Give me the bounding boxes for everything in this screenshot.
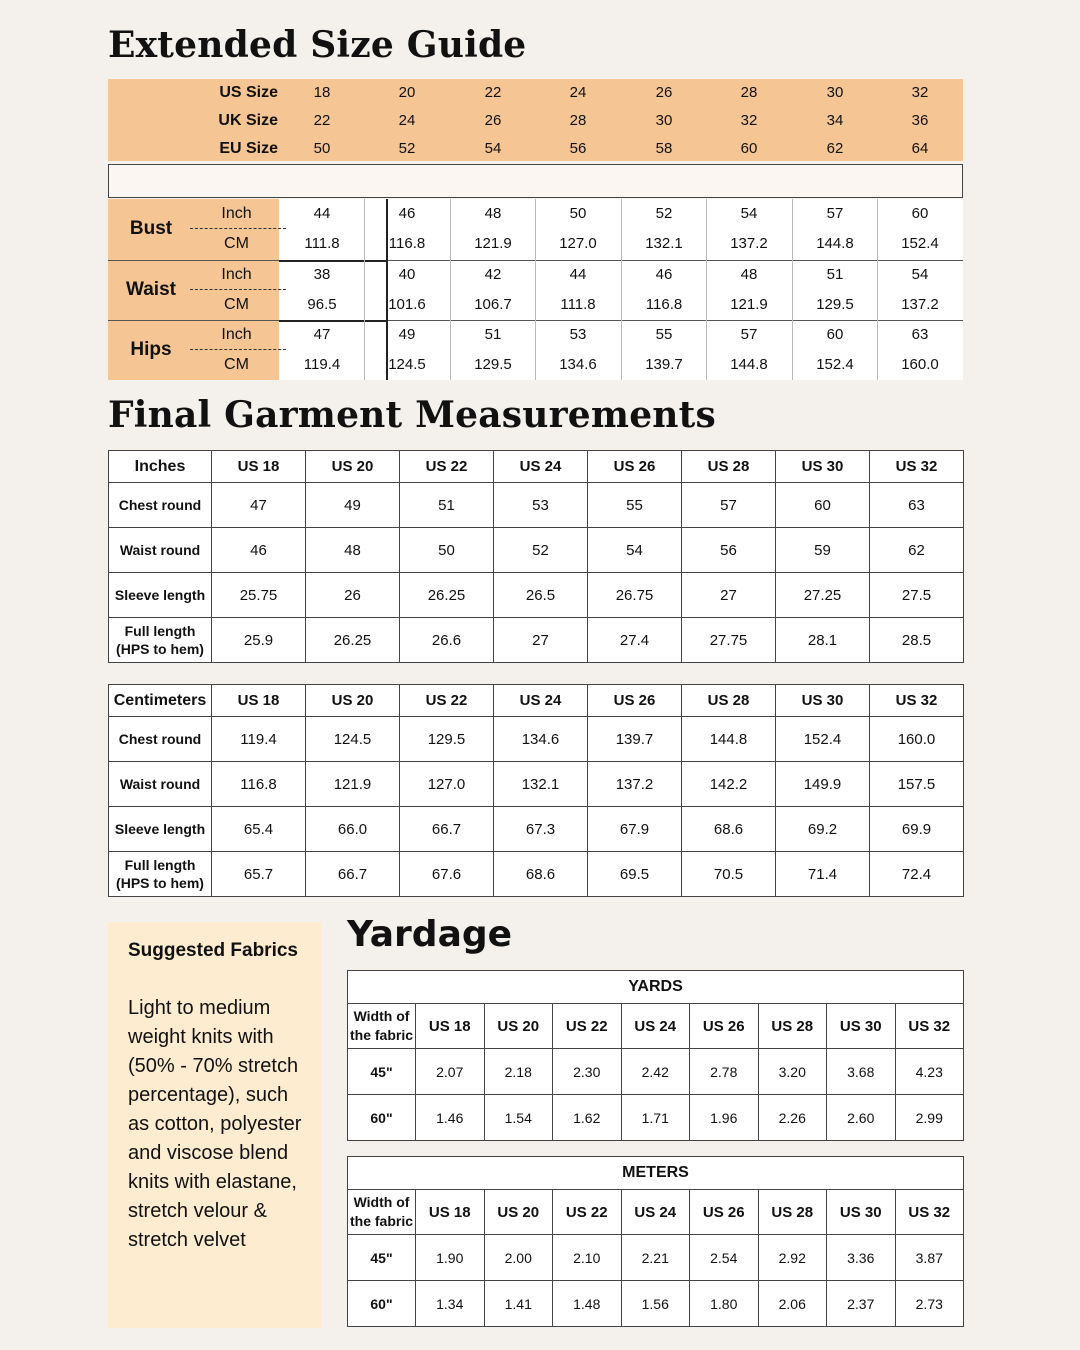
measurement-value: 72.4 [870, 852, 964, 897]
measurement-value: 25.75 [212, 573, 306, 618]
size-column-header: US 30 [827, 1190, 896, 1235]
final-measurements-inches-table [108, 450, 964, 663]
column-divider [877, 199, 878, 380]
size-column-header: US 22 [400, 451, 494, 483]
table-corner-label: Inches [109, 451, 212, 483]
cm-value: 137.2 [901, 295, 939, 313]
measurement-value: 63 [870, 483, 964, 528]
size-row [108, 107, 963, 135]
measurement-value: 71.4 [776, 852, 870, 897]
measurement-value: 121.9 [306, 762, 400, 807]
size-column-header: US 24 [494, 451, 588, 483]
measurement-value: 137.2 [588, 762, 682, 807]
column-divider [621, 199, 622, 380]
size-column-header: US 24 [621, 1004, 690, 1049]
cm-value: 137.2 [730, 235, 768, 252]
measurement-value: 67.3 [494, 807, 588, 852]
yardage-value: 2.60 [827, 1095, 896, 1141]
size-value: 26 [484, 112, 502, 129]
measurement-row-label [109, 762, 212, 807]
measurement-value: 28.1 [776, 618, 870, 663]
cm-value: 134.6 [559, 356, 597, 373]
measurement-value: 124.5 [306, 717, 400, 762]
unit-label-cm: CM [224, 356, 249, 373]
fabric-width-label: Width of [353, 1008, 410, 1024]
size-column-header: US 28 [758, 1004, 827, 1049]
size-value: 34 [826, 112, 844, 129]
inch-value: 53 [569, 326, 587, 343]
row-label-text: Sleeve length [114, 821, 206, 837]
yardage-meters-table [347, 1156, 964, 1327]
measurement-value: 27 [682, 573, 776, 618]
inch-value: 54 [911, 265, 929, 283]
measurement-value: 69.2 [776, 807, 870, 852]
yardage-value: 1.71 [621, 1095, 690, 1141]
measurement-value: 26.5 [494, 573, 588, 618]
yardage-value: 1.56 [621, 1281, 690, 1327]
size-value: 62 [826, 140, 844, 157]
yardage-value: 2.06 [758, 1281, 827, 1327]
unit-divider [190, 349, 286, 350]
measurement-value: 27 [494, 618, 588, 663]
measurement-value: 65.7 [212, 852, 306, 897]
cm-value: 121.9 [474, 235, 512, 252]
inch-value: 57 [826, 205, 844, 222]
measurement-value: 68.6 [494, 852, 588, 897]
row-label-subtext: (HPS to hem) [116, 875, 204, 891]
yardage-value: 3.36 [827, 1235, 896, 1281]
measurement-value: 50 [400, 528, 494, 573]
size-value: 36 [911, 112, 929, 129]
measurement-value: 57 [682, 483, 776, 528]
unit-divider [190, 289, 286, 290]
size-column-header: US 28 [682, 685, 776, 717]
unit-label-inch: Inch [221, 205, 252, 222]
row-divider [279, 320, 387, 322]
size-row [108, 135, 963, 163]
yardage-value: 3.68 [827, 1049, 896, 1095]
size-value: 58 [655, 140, 673, 157]
measurement-value: 66.0 [306, 807, 400, 852]
yardage-value: 2.30 [553, 1049, 622, 1095]
measurement-row-label [109, 717, 212, 762]
measurement-value: 26.25 [400, 573, 494, 618]
measurement-value: 157.5 [870, 762, 964, 807]
yardage-unit-header: METERS [348, 1157, 964, 1190]
measurement-name: Waist [126, 278, 176, 300]
inch-value: 57 [740, 326, 758, 343]
measurement-value: 28.5 [870, 618, 964, 663]
final-measurements-cm-table [108, 684, 964, 897]
measurement-value: 48 [306, 528, 400, 573]
size-column-header: US 18 [416, 1004, 485, 1049]
yardage-value: 3.20 [758, 1049, 827, 1095]
inch-value: 51 [826, 265, 844, 283]
size-column-header: US 32 [895, 1004, 964, 1049]
size-value: 18 [313, 84, 331, 101]
size-column-header: US 32 [870, 451, 964, 483]
fabric-width-value: 60" [348, 1281, 416, 1327]
cm-value: 106.7 [474, 295, 512, 313]
size-column-header: US 20 [484, 1190, 553, 1235]
inch-value: 44 [569, 265, 587, 283]
size-system-label: UK Size [218, 112, 278, 129]
column-divider [450, 199, 451, 380]
size-value: 64 [911, 140, 929, 157]
measurement-value: 119.4 [212, 717, 306, 762]
measurement-name: Bust [129, 218, 173, 239]
yardage-value: 2.78 [690, 1049, 759, 1095]
size-column-header: US 24 [494, 685, 588, 717]
yardage-value: 1.41 [484, 1281, 553, 1327]
fabric-width-value: 45" [348, 1049, 416, 1095]
inch-value: 47 [313, 326, 331, 343]
final-garment-title: Final Garment Measurements [108, 394, 716, 436]
cm-value: 96.5 [307, 295, 337, 313]
inch-value: 49 [398, 326, 416, 343]
inch-value: 40 [398, 265, 416, 283]
measurement-value: 66.7 [400, 807, 494, 852]
inch-value: 52 [655, 205, 673, 222]
measurement-name: Hips [130, 339, 172, 360]
size-value: 30 [826, 84, 844, 101]
yardage-value: 2.92 [758, 1235, 827, 1281]
size-value: 32 [911, 84, 929, 101]
measurement-value: 25.9 [212, 618, 306, 663]
yardage-value: 2.26 [758, 1095, 827, 1141]
cm-value: 121.9 [730, 295, 768, 313]
yardage-unit-header: YARDS [348, 971, 964, 1004]
size-column-header: US 32 [870, 685, 964, 717]
size-column-header: US 28 [682, 451, 776, 483]
cm-value: 152.4 [816, 356, 854, 373]
measurement-row-label [109, 807, 212, 852]
cm-value: 127.0 [559, 235, 597, 252]
yardage-value: 1.34 [416, 1281, 485, 1327]
measurement-value: 152.4 [776, 717, 870, 762]
suggested-fabrics-text: Light to medium weight knits with (50% - 70% stretch percentage), such as cotton, polyester and viscose blend knits with elastane, stretch velour & stretch velvet [128, 997, 302, 1251]
cm-value: 144.8 [816, 235, 854, 252]
inch-value: 55 [655, 326, 673, 343]
cm-value: 116.8 [645, 295, 683, 313]
measurement-value: 53 [494, 483, 588, 528]
size-guide-title: Extended Size Guide [108, 24, 527, 66]
measurement-value: 60 [776, 483, 870, 528]
inch-value: 42 [484, 265, 502, 283]
measurement-value: 55 [588, 483, 682, 528]
size-column-header: US 20 [306, 451, 400, 483]
measurement-value: 144.8 [682, 717, 776, 762]
inch-value: 54 [740, 205, 758, 222]
size-column-header: US 26 [588, 685, 682, 717]
yardage-value: 1.62 [553, 1095, 622, 1141]
measurement-value: 66.7 [306, 852, 400, 897]
yardage-value: 2.21 [621, 1235, 690, 1281]
measurement-value: 26 [306, 573, 400, 618]
suggested-fabrics-title: Suggested Fabrics [128, 940, 298, 961]
column-divider [792, 199, 793, 380]
size-column-header: US 20 [484, 1004, 553, 1049]
column-divider [386, 199, 388, 380]
unit-label-inch: Inch [221, 265, 252, 283]
measurement-value: 27.75 [682, 618, 776, 663]
measurement-value: 54 [588, 528, 682, 573]
inch-value: 46 [398, 205, 416, 222]
measurement-value: 27.25 [776, 573, 870, 618]
yardage-value: 2.00 [484, 1235, 553, 1281]
fabric-width-label2: the fabric [349, 1027, 413, 1043]
size-column-header: US 22 [400, 685, 494, 717]
fabric-width-value: 60" [348, 1095, 416, 1141]
unit-label-cm: CM [224, 295, 249, 313]
size-value: 32 [740, 112, 758, 129]
measurement-value: 46 [212, 528, 306, 573]
row-label-text: Waist round [119, 776, 201, 792]
yardage-value: 2.07 [416, 1049, 485, 1095]
measurement-value: 70.5 [682, 852, 776, 897]
column-divider [535, 199, 536, 380]
size-value: 24 [569, 84, 587, 101]
measurement-value: 67.6 [400, 852, 494, 897]
inch-value: 60 [826, 326, 844, 343]
measurement-value: 116.8 [212, 762, 306, 807]
measurement-row-label [109, 528, 212, 573]
measurement-value: 51 [400, 483, 494, 528]
size-column-header: US 26 [690, 1190, 759, 1235]
measurement-value: 129.5 [400, 717, 494, 762]
measurement-value: 69.9 [870, 807, 964, 852]
column-divider [364, 199, 365, 380]
yardage-value: 2.54 [690, 1235, 759, 1281]
size-column-header: US 18 [212, 451, 306, 483]
cm-value: 111.8 [560, 295, 596, 313]
yardage-title: Yardage [347, 914, 513, 955]
yardage-value: 1.48 [553, 1281, 622, 1327]
cm-value: 101.6 [388, 295, 426, 313]
measurement-value: 134.6 [494, 717, 588, 762]
row-label-text: Chest round [118, 497, 202, 513]
cm-value: 124.5 [388, 356, 426, 373]
size-column-header: US 30 [776, 685, 870, 717]
fabric-width-value: 45" [348, 1235, 416, 1281]
measurement-row-label [109, 618, 212, 663]
size-value: 28 [569, 112, 587, 129]
yardage-value: 1.90 [416, 1235, 485, 1281]
yardage-value: 2.10 [553, 1235, 622, 1281]
measurement-value: 142.2 [682, 762, 776, 807]
inch-value: 44 [313, 205, 331, 222]
yardage-value: 1.54 [484, 1095, 553, 1141]
inch-value: 50 [569, 205, 587, 222]
measurement-row-label [109, 483, 212, 528]
cm-value: 132.1 [645, 235, 683, 252]
yardage-value: 2.99 [895, 1095, 964, 1141]
size-column-header: US 26 [588, 451, 682, 483]
measurement-value: 69.5 [588, 852, 682, 897]
size-value: 56 [569, 140, 587, 157]
yardage-value: 2.18 [484, 1049, 553, 1095]
size-column-header: US 18 [416, 1190, 485, 1235]
cm-value: 129.5 [816, 295, 854, 313]
measurement-value: 62 [870, 528, 964, 573]
size-value: 24 [398, 112, 416, 129]
measurement-value: 68.6 [682, 807, 776, 852]
size-value: 54 [484, 140, 502, 157]
measurement-value: 56 [682, 528, 776, 573]
row-label-text: Chest round [118, 731, 202, 747]
cm-value: 116.8 [388, 235, 426, 252]
measurement-value: 149.9 [776, 762, 870, 807]
measurement-value: 67.9 [588, 807, 682, 852]
yardage-value: 3.87 [895, 1235, 964, 1281]
column-divider [706, 199, 707, 380]
table-corner-label: Centimeters [109, 685, 212, 717]
size-column-header: US 32 [895, 1190, 964, 1235]
inch-value: 63 [911, 326, 929, 343]
row-label-text: Full length [124, 623, 196, 639]
size-value: 20 [398, 84, 416, 101]
yardage-value: 1.46 [416, 1095, 485, 1141]
size-value: 52 [398, 140, 416, 157]
body-measurements-table [108, 199, 963, 380]
size-row [108, 79, 963, 107]
size-column-header: US 28 [758, 1190, 827, 1235]
inch-value: 48 [484, 205, 502, 222]
measurement-value: 139.7 [588, 717, 682, 762]
row-divider [279, 260, 387, 262]
yardage-value: 2.37 [827, 1281, 896, 1327]
measurement-row-label [109, 573, 212, 618]
size-value: 50 [313, 140, 331, 157]
size-value: 30 [655, 112, 673, 129]
cm-value: 160.0 [901, 356, 939, 373]
size-conversion-table [108, 79, 963, 161]
measurement-value: 26.75 [588, 573, 682, 618]
row-label-text: Sleeve length [114, 587, 206, 603]
yardage-value: 4.23 [895, 1049, 964, 1095]
yardage-value: 2.42 [621, 1049, 690, 1095]
inch-value: 51 [484, 326, 502, 343]
cm-value: 144.8 [730, 356, 768, 373]
yardage-value: 1.80 [690, 1281, 759, 1327]
measurement-row-label [109, 852, 212, 897]
size-column-header: US 18 [212, 685, 306, 717]
suggested-fabrics-box [108, 922, 321, 1328]
unit-label-inch: Inch [221, 326, 252, 343]
measurement-value: 52 [494, 528, 588, 573]
row-label-subtext: (HPS to hem) [116, 641, 204, 657]
size-value: 22 [484, 84, 502, 101]
fabric-width-header [348, 1004, 416, 1049]
size-value: 22 [313, 112, 331, 129]
fabric-width-label: Width of [353, 1194, 410, 1210]
measurement-value: 49 [306, 483, 400, 528]
inch-value: 38 [313, 265, 331, 283]
unit-label-cm: CM [224, 235, 249, 252]
size-guide-divider [108, 164, 963, 198]
size-column-header: US 26 [690, 1004, 759, 1049]
fabric-width-label2: the fabric [349, 1213, 413, 1229]
size-column-header: US 20 [306, 685, 400, 717]
unit-divider [190, 228, 286, 229]
size-column-header: US 30 [827, 1004, 896, 1049]
measurement-value: 47 [212, 483, 306, 528]
size-column-header: US 22 [553, 1190, 622, 1235]
size-value: 26 [655, 84, 673, 101]
inch-value: 48 [740, 265, 758, 283]
inch-value: 60 [911, 205, 929, 222]
measurement-value: 27.5 [870, 573, 964, 618]
size-column-header: US 30 [776, 451, 870, 483]
cm-value: 152.4 [901, 235, 939, 252]
measurement-value: 27.4 [588, 618, 682, 663]
size-value: 60 [740, 140, 758, 157]
measurement-value: 65.4 [212, 807, 306, 852]
cm-value: 129.5 [474, 356, 512, 373]
yardage-value: 2.73 [895, 1281, 964, 1327]
yardage-value: 1.96 [690, 1095, 759, 1141]
inch-value: 46 [655, 265, 673, 283]
cm-value: 111.8 [304, 235, 340, 252]
row-label-text: Waist round [119, 542, 201, 558]
measurement-value: 59 [776, 528, 870, 573]
cm-value: 119.4 [303, 356, 341, 373]
size-column-header: US 24 [621, 1190, 690, 1235]
measurement-value: 132.1 [494, 762, 588, 807]
size-column-header: US 22 [553, 1004, 622, 1049]
fabric-width-header [348, 1190, 416, 1235]
measurement-value: 160.0 [870, 717, 964, 762]
measurement-value: 26.6 [400, 618, 494, 663]
size-system-label: US Size [219, 84, 278, 101]
cm-value: 139.7 [645, 356, 683, 373]
size-value: 28 [740, 84, 758, 101]
yardage-yards-table [347, 970, 964, 1141]
row-label-text: Full length [124, 857, 196, 873]
measurement-value: 26.25 [306, 618, 400, 663]
size-system-label: EU Size [219, 140, 278, 157]
measurement-value: 127.0 [400, 762, 494, 807]
